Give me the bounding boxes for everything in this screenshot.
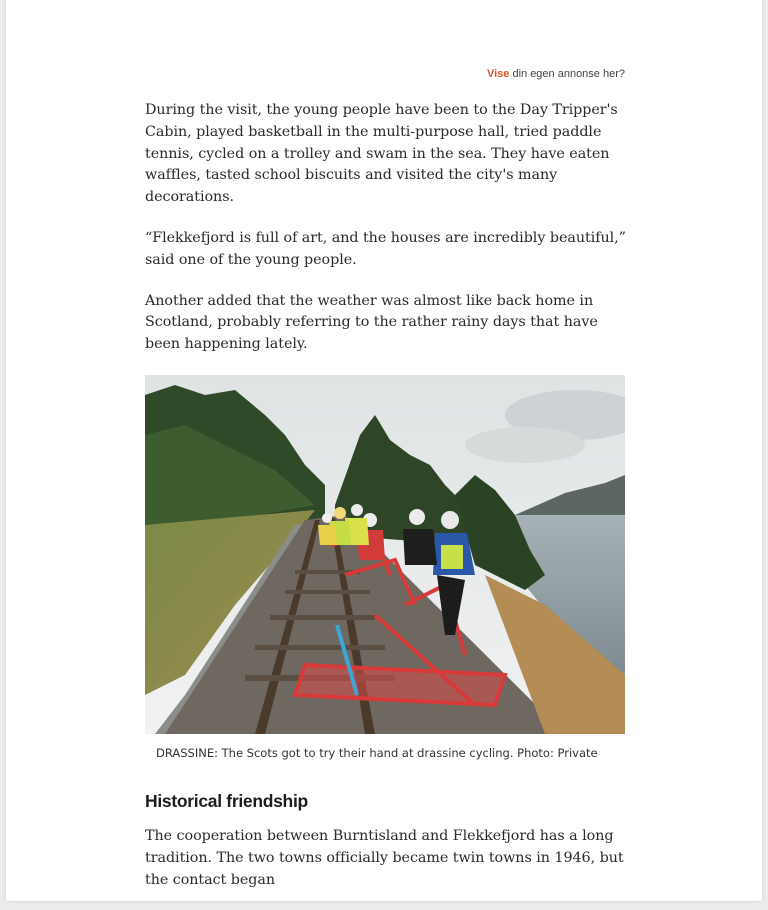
ad-link-highlight[interactable]: Vise <box>486 68 510 80</box>
photo-caption: DRASSINE: The Scots got to try their hand at drassine cycling. Photo: Private <box>156 745 598 760</box>
drassine-photo-illustration <box>145 375 625 734</box>
article-paragraph: Another added that the weather was almost like back home in Scotland, probably referring to the rather rainy days that have been happening lately. <box>145 292 598 353</box>
article-page <box>6 0 762 901</box>
ad-link-text[interactable]: din egen annonse her? <box>512 68 625 80</box>
ad-placement-link[interactable] <box>487 68 625 80</box>
article-body <box>145 100 631 910</box>
article-paragraph: The cooperation between Burntisland and Flekkefjord has a long tradition. The two towns officially became twin towns in 1946, but the contact began <box>145 827 624 888</box>
section-heading: Historical friendship <box>145 790 308 811</box>
article-paragraph: During the visit, the young people have been to the Day Tripper's Cabin, played basketball in the multi-purpose hall, tried paddle tennis, cycled on a trolley and swam in the sea. They have eaten waffles, tasted school biscuits and visited the city's many decorations. <box>145 102 618 206</box>
article-photo <box>145 375 625 734</box>
article-paragraph: “Flekkefjord is full of art, and the houses are incredibly beautiful,” said one of the young people. <box>145 229 626 268</box>
